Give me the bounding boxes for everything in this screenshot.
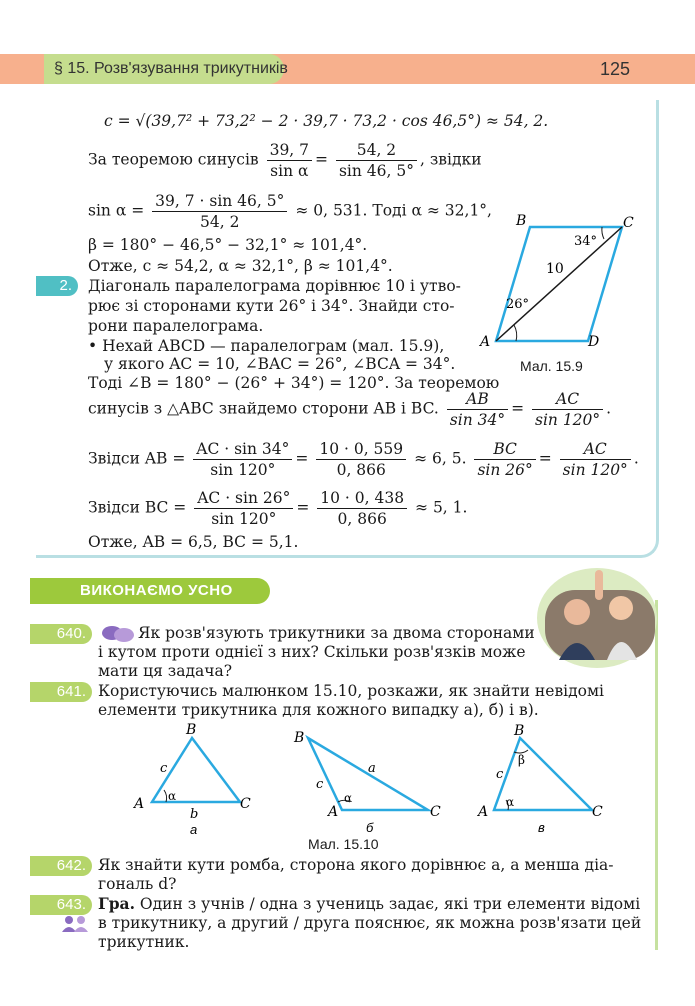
task-line-3: рони паралелограма. — [88, 317, 264, 335]
student-head-1 — [564, 599, 590, 625]
subfigure-label: б — [366, 820, 374, 835]
solution-line-1: • Нехай ABCD — паралелограм (мал. 15.9), — [88, 337, 445, 355]
angle-beta-label: β — [518, 753, 525, 767]
side-c-label: c — [496, 767, 504, 782]
raised-hand — [595, 570, 603, 600]
figure-15-10-caption: Мал. 15.10 — [308, 836, 379, 852]
side-b-label: b — [190, 807, 199, 822]
page-number: 125 — [600, 59, 631, 79]
subfigure-label: а — [190, 822, 198, 837]
figure-15-10-b — [290, 720, 450, 840]
solution-line-3: Тоді ∠B = 180° − (26° + 34°) = 120°. За теоремою — [88, 374, 500, 392]
section-title: § 15. Розв'язування трикутників — [54, 60, 288, 77]
exercise-640-line-1: Як розв'язують трикутники за двома сторонами — [138, 624, 535, 642]
diagonal-length-label: 10 — [546, 261, 564, 277]
subfigure-label: в — [538, 820, 545, 835]
formula-line-3: sin α = $\frac{39, 7 \cdot \sin 46, 5^\circ}{54, 2}$ ≈ 0, 531. Тоді α ≈ 32,1°, — [88, 192, 492, 231]
formula-line-2: За теоремою синусів $\frac{39, 7}{\text{sin α}}$ = $\frac{54, 2}{\sin 46, 5^\circ}$ , звідки — [88, 141, 482, 180]
exercise-643-line-1: Гра. Один з учнів / одна з учениць задає, які три елементи відомі — [98, 894, 641, 913]
vertex-c-label: C — [430, 804, 441, 820]
figure-15-10-c — [470, 720, 620, 840]
side-a-label: a — [368, 761, 376, 776]
angle-alpha-label: α — [344, 791, 353, 805]
vertex-a-label: A — [134, 796, 145, 812]
diagonal-line — [496, 227, 622, 341]
vertex-b-label: B — [186, 722, 197, 738]
vertex-c-label: C — [592, 804, 603, 820]
figure-15-9-caption: Мал. 15.9 — [520, 358, 583, 374]
task-line-1: Діагональ паралелограма дорівнює 10 і утво- — [88, 277, 461, 295]
formula-line-1: c = √(39,7² + 73,2² − 2 · 39,7 · 73,2 · cos 46,5°) ≈ 54, 2. — [104, 112, 549, 130]
side-c-label: c — [316, 777, 324, 792]
vertex-a-label: A — [478, 804, 489, 820]
solution-line-6: Звідси BC = $\frac{AC \cdot \sin 26^\circ}{\sin 120^\circ}$ = $\frac{10 \cdot 0, 438}{0, 866}$ ≈ 5, 1. — [88, 489, 468, 528]
pair-work-icon — [60, 914, 90, 934]
exercise-642-line-2: гональ d? — [98, 875, 177, 893]
students-photo — [535, 562, 660, 674]
section-header-title: ВИКОНАЄМО УСНО — [80, 582, 233, 599]
exercise-640-line-2: і кутом проти однієї з них? Скільки розв'язків може — [98, 643, 526, 661]
vertex-b-label: B — [516, 213, 527, 229]
angle-alpha-label: α — [506, 795, 515, 809]
task-line-2: рює зі сторонами кути 26° і 34°. Знайди сто- — [88, 297, 455, 315]
vertex-c-label: C — [240, 796, 251, 812]
exercise-643-badge: 643. — [30, 895, 92, 915]
exercise-643-line-3: трикутник. — [98, 933, 190, 951]
exercise-641-line-1: Користуючись малюнком 15.10, розкажи, як знайти невідомі — [98, 682, 605, 700]
formula-line-4: β = 180° − 46,5° − 32,1° ≈ 101,4°. — [88, 236, 368, 254]
solution-line-5: Звідси AB = $\frac{AC \cdot \sin 34^\circ}{\sin 120^\circ}$ = $\frac{10 \cdot 0, 559}{0, 866}$ ≈ 6, 5. $\frac{BC}{\sin 26^\circ}$ = $\frac{AC}{\sin 120^\circ}$ . — [88, 440, 639, 479]
vertex-c-label: C — [623, 215, 634, 231]
angle-alpha-label: α — [168, 789, 177, 803]
exercise-642-line-1: Як знайти кути ромба, сторона якого дорівнює a, а менша діа- — [98, 856, 614, 874]
photo-background — [545, 590, 655, 660]
angle-26-label: 26° — [506, 297, 530, 312]
exercise-643-line-2: в трикутнику, а другий / друга пояснює, як можна розв'язати цей — [98, 914, 642, 932]
solution-line-7: Отже, AB = 6,5, BC = 5,1. — [88, 533, 299, 551]
discussion-icon — [100, 624, 136, 644]
vertex-a-label: A — [480, 334, 491, 350]
side-c-label: c — [160, 761, 168, 776]
angle-arc-c — [602, 227, 604, 239]
example-number-badge: 2. — [36, 276, 78, 296]
solution-line-2: у якого AC = 10, ∠BAC = 26°, ∠BCA = 34°. — [104, 355, 456, 373]
exercise-640-line-3: мати ця задача? — [98, 662, 233, 680]
exercise-641-badge: 641. — [30, 682, 92, 702]
exercise-642-badge: 642. — [30, 856, 92, 876]
exercise-640-badge: 640. — [30, 624, 92, 644]
exercise-641-line-2: елементи трикутника для кожного випадку а), б) і в). — [98, 701, 539, 719]
vertex-b-label: B — [294, 730, 305, 746]
figure-15-9 — [470, 205, 640, 375]
angle-34-label: 34° — [574, 234, 598, 249]
formula-line-5: Отже, c ≈ 54,2, α ≈ 32,1°, β ≈ 101,4°. — [88, 257, 393, 275]
student-head-2 — [609, 596, 633, 620]
figure-15-10-a — [130, 720, 260, 840]
solution-line-4: синусів з △ABC знайдемо сторони AB і BC. $\frac{AB}{\sin 34^\circ}$ = $\frac{AC}{\sin 120^\circ}$ . — [88, 390, 612, 429]
angle-arc-a — [514, 325, 517, 341]
vertex-b-label: B — [514, 723, 525, 739]
vertex-d-label: D — [588, 334, 600, 350]
vertex-a-label: A — [328, 804, 339, 820]
